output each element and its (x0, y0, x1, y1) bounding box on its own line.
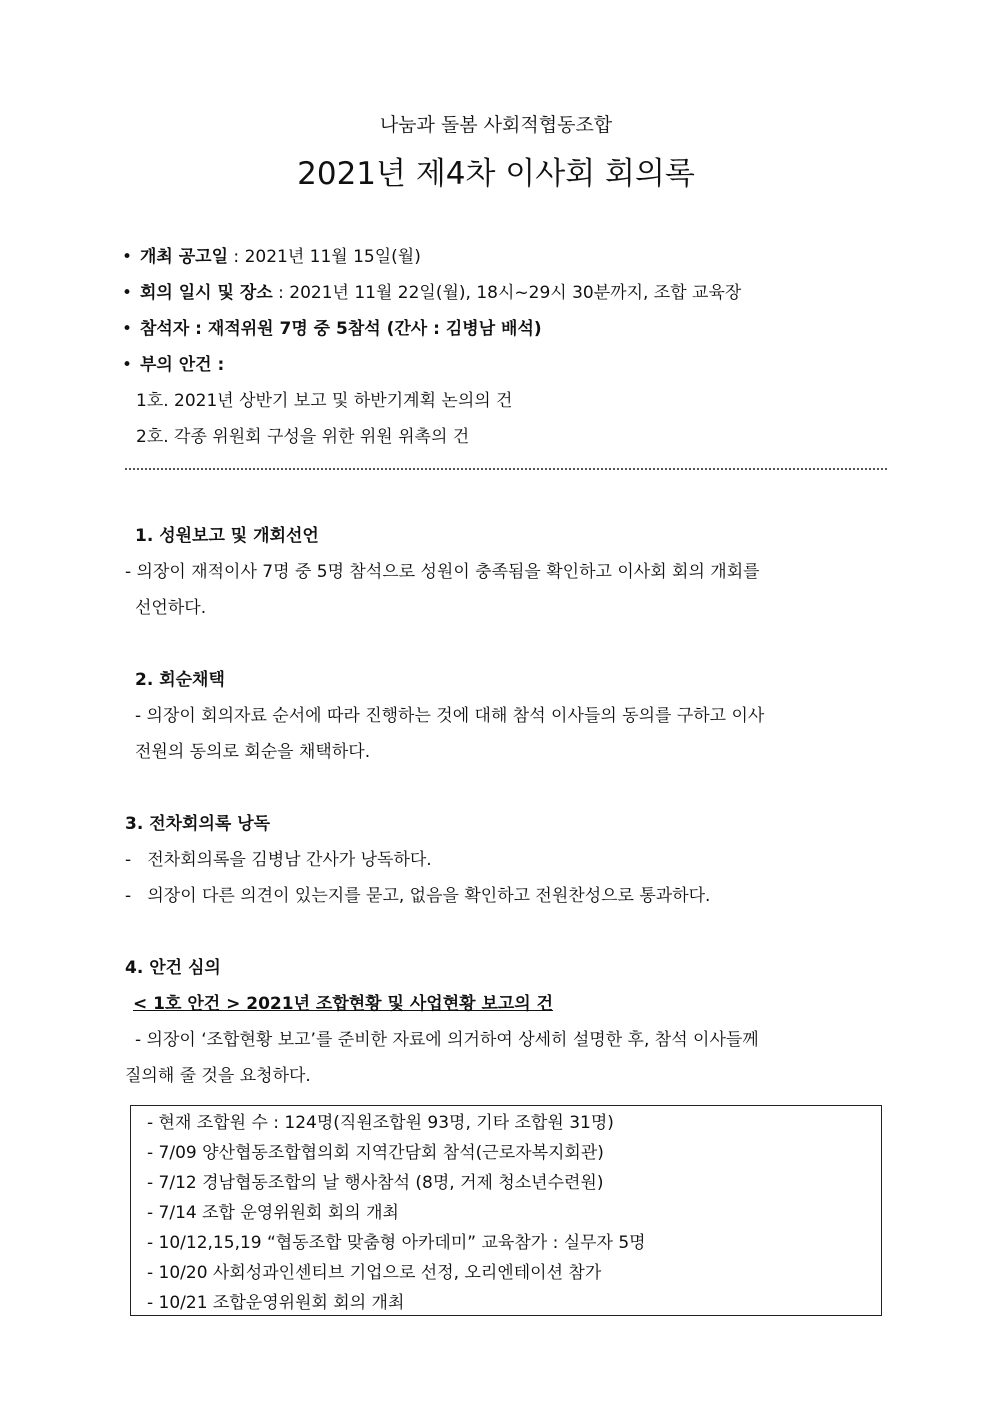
attendees-text: 참석자 : 재적위원 7명 중 5참석 (간사 : 김병남 배석) (140, 319, 542, 339)
report-line: - 10/12,15,19 “협동조합 맞춤형 아카데미” 교육참가 : 실무자 5명 (147, 1233, 646, 1253)
bullet: • (122, 247, 133, 267)
document-title: 2021년 제4차 이사회 회의록 (297, 156, 695, 192)
notice-date-row (122, 239, 902, 275)
section-2-heading: 2. 회순채택 (135, 670, 225, 690)
agenda-row (122, 347, 902, 383)
attendees-row (122, 311, 902, 347)
section-2-line-1: - 의장이 회의자료 순서에 따라 진행하는 것에 대해 참석 이사들의 동의를 구하고 이사 (135, 706, 765, 726)
bullet: • (122, 283, 133, 303)
report-line: - 10/20 사회성과인센티브 기업으로 선정, 오리엔테이션 참가 (147, 1263, 602, 1283)
section-3-line-1: - 전차회의록을 김병남 간사가 낭독하다. (125, 850, 432, 870)
section-4-line-1: - 의장이 ‘조합현황 보고’를 준비한 자료에 의거하여 상세히 설명한 후, 참석 이사들께 (135, 1030, 759, 1050)
datetime-row (122, 275, 902, 311)
section-3-line-2: - 의장이 다른 의견이 있는지를 묻고, 없음을 확인하고 전원찬성으로 통과하다. (125, 886, 711, 906)
report-line: - 10/21 조합운영위원회 회의 개최 (147, 1293, 405, 1313)
organization-name: 나눔과 돌봄 사회적협동조합 (379, 114, 613, 136)
section-3-heading: 3. 전차회의록 낭독 (125, 814, 271, 834)
section-4-heading: 4. 안건 심의 (125, 958, 221, 978)
section-2-line-2: 전원의 동의로 회순을 채택하다. (135, 742, 371, 762)
report-line: - 7/12 경남협동조합의 날 행사참석 (8명, 거제 청소년수련원) (147, 1173, 604, 1193)
section-1-heading: 1. 성원보고 및 개회선언 (135, 526, 319, 546)
section-1-line-2: 선언하다. (135, 598, 207, 618)
report-line: - 7/09 양산협동조합협의회 지역간담회 참석(근로자복지회관) (147, 1143, 604, 1163)
section-2 (125, 662, 889, 770)
section-1-line-1: - 의장이 재적이사 7명 중 5명 참석으로 성원이 충족됨을 확인하고 이사회 회의 개회를 (125, 562, 760, 582)
status-report-box (130, 1105, 882, 1316)
notice-date-label: 개최 공고일 (140, 247, 229, 267)
bullet: • (122, 355, 133, 375)
dotted-divider (125, 468, 887, 470)
section-4 (125, 950, 889, 1094)
report-line: - 7/14 조합 운영위원회 회의 개최 (147, 1203, 399, 1223)
meeting-info (122, 239, 902, 455)
agenda-item-2: 2호. 각종 위원회 구성을 위한 위원 위촉의 건 (136, 427, 470, 447)
agenda-item-1: 1호. 2021년 상반기 보고 및 하반기계획 논의의 건 (136, 391, 513, 411)
section-3 (125, 806, 889, 914)
section-4-line-2: 질의해 줄 것을 요청하다. (125, 1066, 311, 1086)
bullet: • (122, 319, 133, 339)
notice-date-value: : 2021년 11월 15일(월) (228, 247, 421, 267)
datetime-label: 회의 일시 및 장소 (140, 283, 273, 303)
section-1 (125, 518, 889, 626)
report-line: - 현재 조합원 수 : 124명(직원조합원 93명, 기타 조합원 31명) (147, 1113, 614, 1133)
datetime-value: : 2021년 11월 22일(월), 18시~29시 30분까지, 조합 교육장 (272, 283, 742, 303)
agenda-label: 부의 안건 : (140, 355, 225, 375)
agenda-1-heading: < 1호 안건 > 2021년 조합현황 및 사업현황 보고의 건 (133, 994, 554, 1014)
